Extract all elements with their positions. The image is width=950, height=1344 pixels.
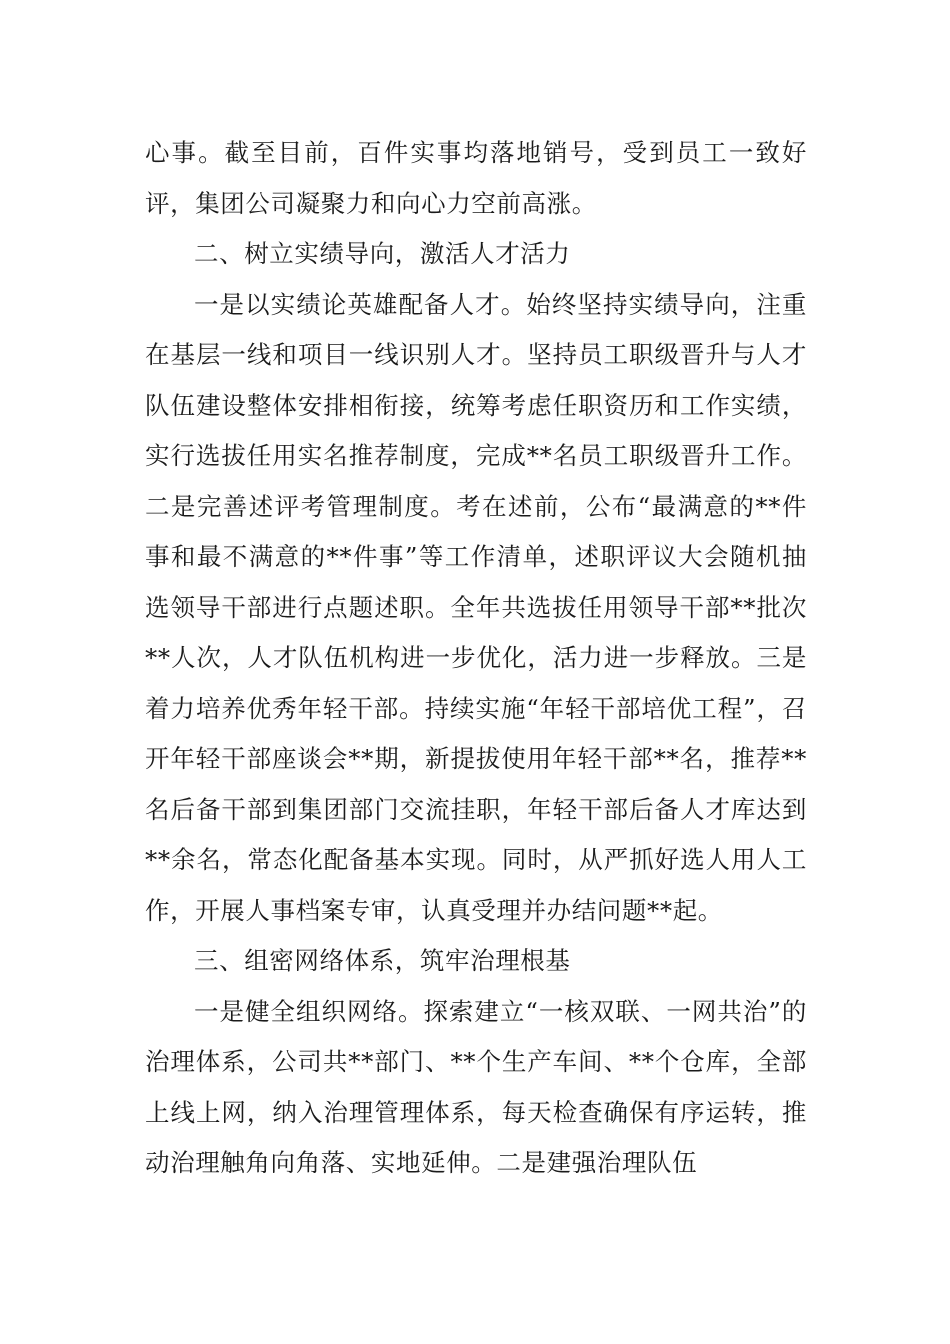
document-body (145, 128, 807, 1189)
section-heading-3: 三、组密网络体系，筑牢治理根基 (194, 946, 571, 975)
paragraph-talent: 一是以实绩论英雄配备人才。始终坚持实绩导向，注重在基层一线和项目一线识别人才。坚持员工职级晋升与人才队伍建设整体安排相衔接，统筹考虑任职资历和工作实绩，实行选拔任用实名推荐制度，完成**名员工职级晋升工作。二是完善述评考管理制度。考在述前，公布“最满意的**件事和最不满意的**件事”等工作清单，述职评议大会随机抽选领导干部进行点题述职。全年共选拔任用领导干部**批次**人次，人才队伍机构进一步优化，活力进一步释放。三是着力培养优秀年轻干部。持续实施“年轻干部培优工程”，召开年轻干部座谈会**期，新提拔使用年轻干部**名，推荐**名后备干部到集团部门交流挂职，年轻干部后备人才库达到**余名，常态化配备基本实现。同时，从严抓好选人用人工作，开展人事档案专审，认真受理并办结问题**起。 (145, 289, 807, 925)
section-heading-2: 二、树立实绩导向，激活人才活力 (194, 239, 571, 268)
paragraph-governance: 一是健全组织网络。探索建立“一核双联、一网共治”的治理体系，公司共**部门、**个生产车间、**个仓库，全部上线上网，纳入治理管理体系，每天检查确保有序运转，推动治理触角向角落、实地延伸。二是建强治理队伍 (145, 996, 807, 1177)
paragraph-continuation: 心事。截至目前，百件实事均落地销号，受到员工一致好评，集团公司凝聚力和向心力空前高涨。 (145, 138, 807, 218)
